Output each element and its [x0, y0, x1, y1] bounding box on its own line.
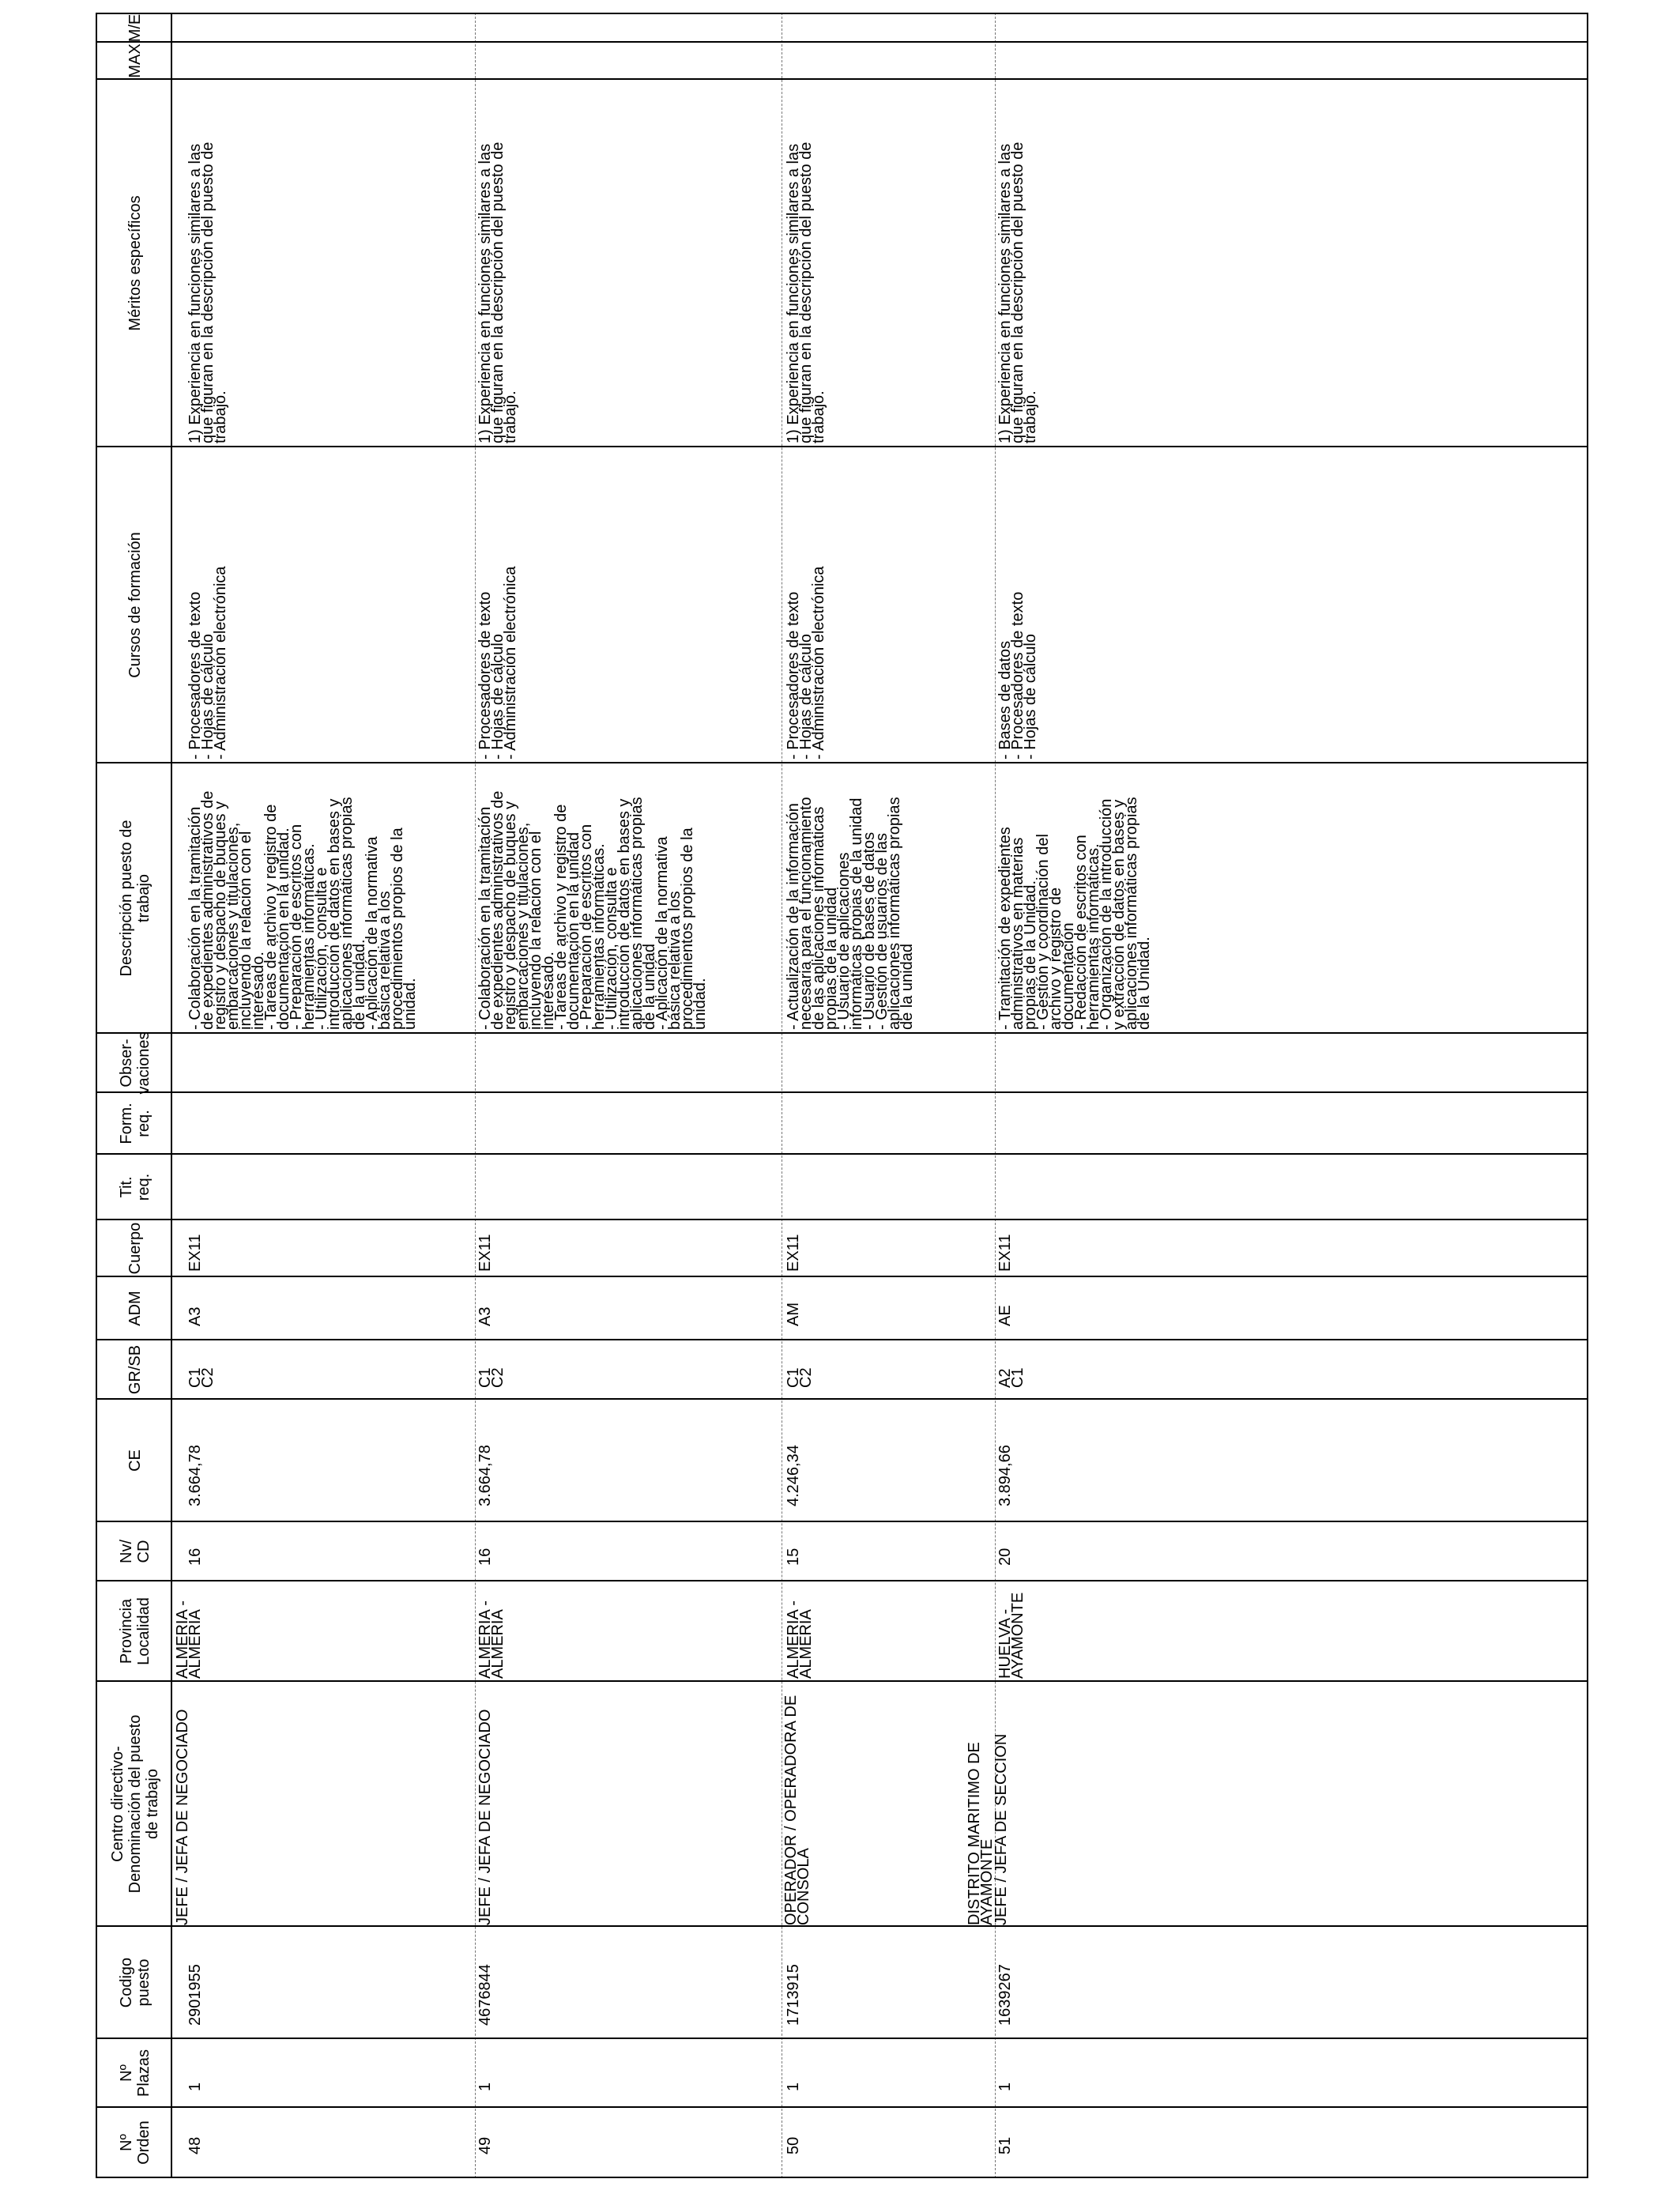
header-obs: Obser- vaciones [118, 1031, 153, 1095]
header-adm: ADM [126, 1291, 144, 1326]
cell-codigo: 1639267 [996, 1964, 1014, 2026]
header-nivel: Nv/ CD [118, 1540, 153, 1563]
cell-provincia: ALMERIA - ALMERIA [785, 1600, 815, 1679]
table-bottom-border [1587, 13, 1588, 2178]
col-border [96, 1398, 1588, 1400]
cell-codigo: 2901955 [186, 1964, 204, 2026]
cell-centro: JEFE / JEFA DE SECCION [993, 1733, 1010, 1925]
cell-provincia: HUELVA - AYAMONTE [996, 1592, 1026, 1679]
cell-ce: 4.246,34 [785, 1445, 802, 1506]
cell-ce: 3.664,78 [477, 1445, 494, 1506]
cell-grsb: C1 C2 [785, 1367, 815, 1388]
cell-centro: JEFE / JEFA DE NEGOCIADO [174, 1709, 191, 1925]
cell-centro: OPERADOR / OPERADORA DE CONSOLA [782, 1695, 812, 1925]
header-centro: Centro directivo- Denominación del puesto de trabajo [109, 1714, 161, 1894]
cell-centro: JEFE / JEFA DE NEGOCIADO [477, 1709, 494, 1925]
row-separator [475, 13, 476, 2178]
col-border [96, 1091, 1588, 1093]
positions-table [96, 13, 1588, 2178]
header-provincia: Provincia Localidad [118, 1597, 153, 1665]
header-descripcion: Descripción puesto de trabajo [118, 820, 153, 977]
header-ce: CE [126, 1449, 144, 1472]
cell-adm: AE [996, 1305, 1014, 1326]
col-border [96, 41, 1588, 43]
col-border [96, 1276, 1588, 1277]
cell-provincia: ALMERIA - ALMERIA [174, 1600, 204, 1679]
cell-cuerpo: EX11 [785, 1234, 802, 1272]
cell-ce: 3.664,78 [186, 1445, 204, 1506]
header-form: Form. req. [118, 1103, 153, 1144]
cell-centro-unit: DISTRITO MARITIMO DE AYAMONTE [966, 1742, 996, 1925]
cell-nivel: 15 [785, 1547, 802, 1566]
cell-nivel: 20 [996, 1547, 1014, 1566]
col-border [96, 1153, 1588, 1155]
header-max: MAX [126, 43, 144, 78]
cell-grsb: C1 C2 [477, 1367, 507, 1388]
header-cursos: Cursos de formación [126, 532, 144, 678]
cell-grsb: C1 C2 [186, 1367, 217, 1388]
col-border [96, 78, 1588, 80]
cell-cursos: - Procesadores de texto - Hojas de cálculo - Administración electrónica [186, 566, 229, 760]
cell-plazas: 1 [785, 2082, 802, 2091]
cell-meritos: 1) Experiencia en funciones similares a las que figuran en la descripción del puesto de trabajo. [785, 141, 827, 443]
cell-cursos: - Procesadores de texto - Hojas de cálculo - Administración electrónica [477, 566, 519, 760]
header-bottom-border [171, 13, 172, 2178]
col-border [96, 762, 1588, 763]
cell-grsb: A2 C1 [996, 1367, 1026, 1388]
cell-codigo: 1713915 [785, 1964, 802, 2026]
cell-cursos: - Procesadores de texto - Hojas de cálculo - Administración electrónica [785, 566, 827, 760]
cell-meritos: 1) Experiencia en funciones similares a las que figuran en la descripción del puesto de trabajo. [996, 141, 1039, 443]
cell-cursos: - Bases de datos - Procesadores de texto - Hojas de cálculo [996, 591, 1039, 760]
header-codigo: Codigo puesto [118, 1957, 153, 2008]
header-orden: Nº Orden [118, 2120, 153, 2165]
header-cuerpo: Cuerpo [126, 1222, 144, 1275]
col-border [96, 1339, 1588, 1340]
cell-cuerpo: EX11 [996, 1234, 1014, 1272]
col-border [96, 1925, 1588, 1927]
header-me: M/E [126, 13, 144, 43]
cell-ce: 3.894,66 [996, 1445, 1014, 1506]
cell-adm: A3 [186, 1306, 204, 1326]
cell-orden: 50 [785, 2136, 802, 2154]
col-border [96, 446, 1588, 447]
col-border [96, 1219, 1588, 1220]
cell-plazas: 1 [996, 2082, 1014, 2091]
cell-cuerpo: EX11 [477, 1234, 494, 1272]
col-border [96, 1032, 1588, 1034]
col-border [96, 1521, 1588, 1522]
cell-descripcion: - Colaboración en la tramitación de expedientes administrativos de registro y despacho de buques y embarcaciones y titulaciones, incluyendo la relación con el interesado. - Tareas de archivo y registro de documentación en la unidad - Preparación de escritos con herramientas informáticas. - Utilización, consulta e introducción de datos en bases y aplicaciones informáticas propias de la unidad - Aplicación de la normativa básica relativa a los procedimientos propios de la unidad. [477, 790, 709, 1030]
col-border [96, 13, 1588, 14]
header-tit: Tit. req. [118, 1173, 153, 1201]
cell-meritos: 1) Experiencia en funciones similares a las que figuran en la descripción del puesto de trabajo. [186, 141, 229, 443]
cell-descripcion: - Colaboración en la tramitación de expedientes administrativos de registro y despacho de buques y embarcaciones y titulaciones, incluyendo la relación con el interesado. - Tareas de archivo y registro de documentación en la unidad. - Preparación de escritos con herramientas informáticas. - Utilización, consulta e introducción de datos en bases y aplicaciones informáticas propias de la unidad. - Aplicación de la normativa básica relativa a los procedimientos propios de la unidad. [186, 790, 419, 1030]
col-border [96, 2038, 1588, 2039]
cell-adm: AM [785, 1302, 802, 1326]
cell-meritos: 1) Experiencia en funciones similares a las que figuran en la descripción del puesto de trabajo. [477, 141, 519, 443]
cell-plazas: 1 [477, 2082, 494, 2091]
cell-nivel: 16 [477, 1547, 494, 1566]
header-meritos: Méritos específicos [126, 195, 144, 331]
cell-cuerpo: EX11 [186, 1234, 204, 1272]
cell-plazas: 1 [186, 2082, 204, 2091]
cell-descripcion: - Actualización de la información necesaria para el funcionamiento de las aplicaciones informáticas propias de la unidad - Usuario de aplicaciones informáticas propias de la unidad - Usuario de bases de datos - Gestión de usuarios de las aplicaciones informáticas propias de la unidad [785, 797, 916, 1030]
col-border [96, 2177, 1588, 2178]
header-plazas: Nº Plazas [118, 2049, 153, 2098]
cell-orden: 51 [996, 2136, 1014, 2154]
col-border [96, 2106, 1588, 2108]
cell-provincia: ALMERIA - ALMERIA [477, 1600, 507, 1679]
cell-orden: 49 [477, 2136, 494, 2154]
cell-codigo: 4676844 [477, 1964, 494, 2026]
col-border [96, 1680, 1588, 1682]
cell-adm: A3 [477, 1306, 494, 1326]
col-border [96, 1580, 1588, 1581]
cell-orden: 48 [186, 2136, 204, 2154]
cell-descripcion: - Tramitación de expedientes administrativos en materias propias de la Unidad. - Gestión y coordinación del archivo y registro de documentación - Redacción de escritos con herramientas informáticas. - Organización de la introducción y extracción de datos en bases y aplicaciones informáticas propias de la Unidad. [996, 797, 1153, 1030]
cell-nivel: 16 [186, 1547, 204, 1566]
table-top-border [96, 13, 97, 2178]
header-grsb: GR/SB [126, 1344, 144, 1395]
